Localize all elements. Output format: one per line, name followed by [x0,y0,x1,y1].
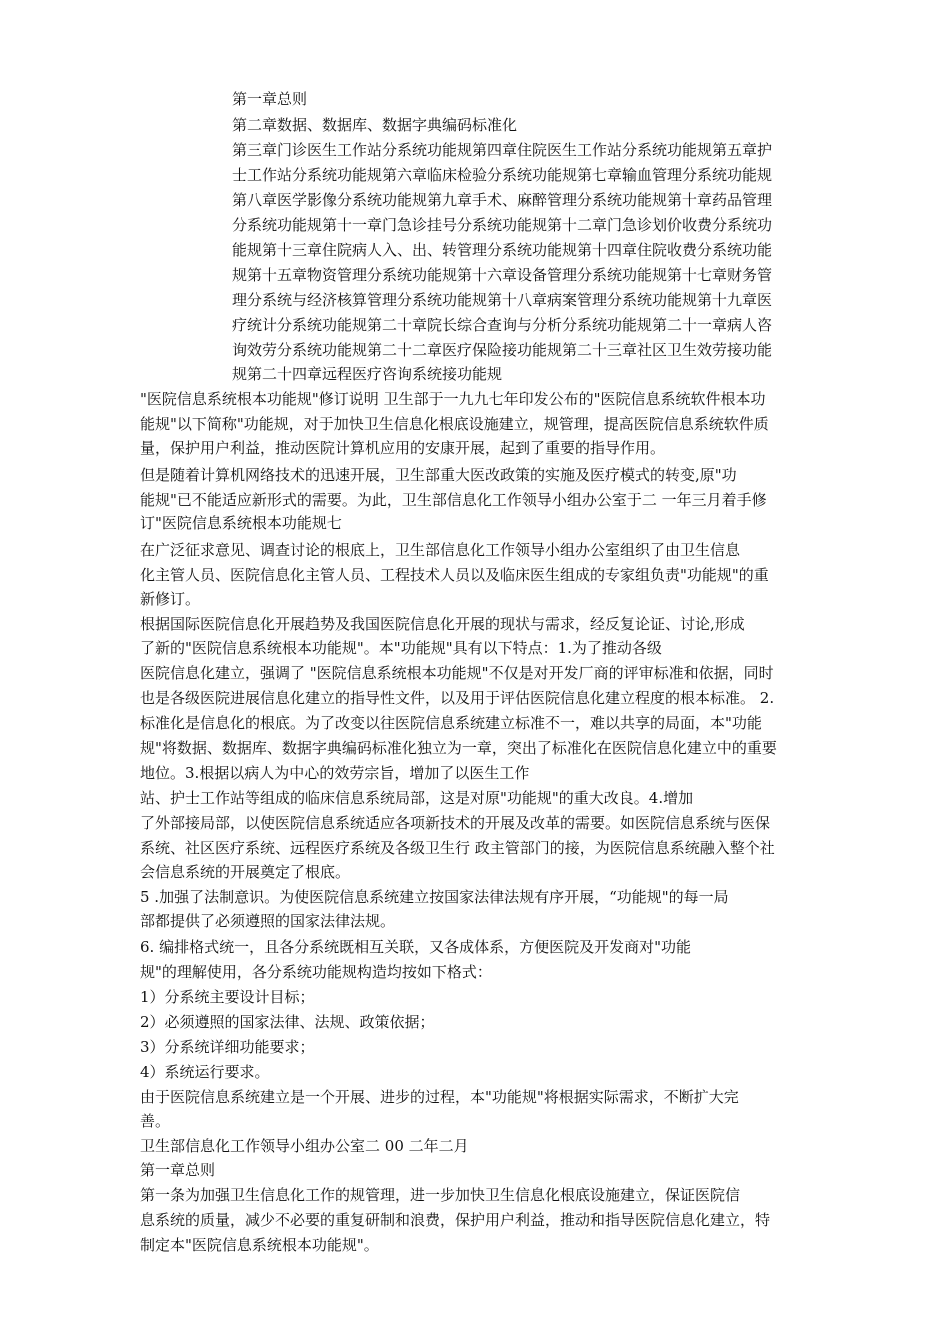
toc-line: 规第二十四章远程医疗咨询系统接功能规 [232,365,503,383]
body-line: 根据国际医院信息化开展趋势及我国医院信息化开展的现状与需求，经反复论证、讨论,形成 [140,615,745,633]
body-line: 了新的"医院信息系统根本功能规"。本"功能规"具有以下特点：1.为了推动各级 [140,639,662,657]
body-line: 化主管人员、医院信息化主管人员、工程技术人员以及临床医生组成的专家组负责"功能规"的重 [140,566,769,584]
body-line: 6. 编排格式统一，且各分系统既相互关联，又各成体系，方便医院及开发商对"功能 [140,938,691,956]
body-line: 3）分系统详细功能要求； [140,1038,315,1056]
body-line: 2）必须遵照的国家法律、法规、政策依据； [140,1013,435,1031]
body-line: 善。 [140,1112,171,1130]
body-line: 订"医院信息系统根本功能规七 [140,514,342,532]
body-line: 能规"已不能适应新形式的需要。为此，卫生部信息化工作领导小组办公室于二 一年三月着手修 [140,491,767,509]
toc-line: 士工作站分系统功能规第六章临床检验分系统功能规第七章输血管理分系统功能规 [232,166,773,184]
body-line: 但是随着计算机网络技术的迅速开展，卫生部重大医改政策的实施及医疗模式的转变,原"功 [140,466,737,484]
toc-line: 分系统功能规第十一章门急诊挂号分系统功能规第十二章门急诊划价收费分系统功 [232,216,773,234]
body-line: 4）系统运行要求。 [140,1063,270,1081]
body-line: 标准化是信息化的根底。为了改变以往医院信息系统建立标准不一，难以共享的局面，本"功能 [140,714,762,732]
body-line: 会信息系统的开展奠定了根底。 [140,863,351,881]
body-line: 新修订。 [140,590,201,608]
body-line: 卫生部信息化工作领导小组办公室二 00 二年二月 [140,1137,469,1155]
body-line: 在广泛征求意见、调查讨论的根底上，卫生部信息化工作领导小组办公室组织了由卫生信息 [140,541,741,559]
body-line: 由于医院信息系统建立是一个开展、进步的过程，本"功能规"将根据实际需求，不断扩大完 [140,1088,739,1106]
body-line: 规"将数据、数据库、数据字典编码标准化独立为一章，突出了标准化在医院信息化建立中的重要 [140,739,777,757]
toc-line: 询效劳分系统功能规第二十二章医疗保险接功能规第二十三章社区卫生效劳接功能 [232,341,773,359]
body-line: 第一章总则 [140,1161,216,1179]
body-line: 地位。3.根据以病人为中心的效劳宗旨，增加了以医生工作 [140,764,530,782]
toc-line: 第一章总则 [232,90,308,108]
body-line: 规"的理解使用，各分系统功能规构造均按如下格式： [140,963,492,981]
body-line: 了外部接局部，以使医院信息系统适应各项新技术的开展及改革的需要。如医院信息系统与医保 [140,814,771,832]
toc-line: 规第十五章物资管理分系统功能规第十六章设备管理分系统功能规第十七章财务管 [232,266,773,284]
body-line: 1）分系统主要设计目标； [140,988,315,1006]
body-line: 部都提供了必须遵照的国家法律法规。 [140,912,396,930]
body-line: "医院信息系统根本功能规"修订说明 卫生部于一九九七年印发公布的"医院信息系统软件根本功 [140,390,766,408]
toc-line: 第二章数据、数据库、数据字典编码标准化 [232,116,518,134]
toc-line: 理分系统与经济核算管理分系统功能规第十八章病案管理分系统功能规第十九章医 [232,291,773,309]
toc-line: 能规第十三章住院病人入、出、转管理分系统功能规第十四章住院收费分系统功能 [232,241,773,259]
toc-line: 疗统计分系统功能规第二十章院长综合查询与分析分系统功能规第二十一章病人咨 [232,316,773,334]
body-line: 量，保护用户利益，推动医院计算机应用的安康开展，起到了重要的指导作用。 [140,439,666,457]
body-line: 制定本"医院信息系统根本功能规"。 [140,1236,379,1254]
body-line: 5 .加强了法制意识。为使医院信息系统建立按国家法律法规有序开展，“功能规"的每一局 [140,888,729,906]
body-line: 站、护士工作站等组成的临床信息系统局部，这是对原"功能规"的重大改良。4.增加 [140,789,694,807]
toc-line: 第三章门诊医生工作站分系统功能规第四章住院医生工作站分系统功能规第五章护 [232,141,773,159]
body-line: 系统、社区医疗系统、远程医疗系统及各级卫生行 政主管部门的接，为医院信息系统融入整个社 [140,839,775,857]
body-line: 医院信息化建立，强调了 "医院信息系统根本功能规"不仅是对开发厂商的评审标准和依据，同时 [140,664,774,682]
body-line: 也是各级医院进展信息化建立的指导性文件，以及用于评估医院信息化建立程度的根本标准。 2. [140,689,775,707]
body-line: 第一条为加强卫生信息化工作的规管理，进一步加快卫生信息化根底设施建立，保证医院信 [140,1186,741,1204]
body-line: 息系统的质量，减少不必要的重复研制和浪费，保护用户利益，推动和指导医院信息化建立，特 [140,1211,771,1229]
toc-line: 第八章医学影像分系统功能规第九章手术、麻醉管理分系统功能规第十章药品管理 [232,191,773,209]
body-line: 能规"以下简称"功能规，对于加快卫生信息化根底设施建立，规管理，提高医院信息系统软件质 [140,415,769,433]
